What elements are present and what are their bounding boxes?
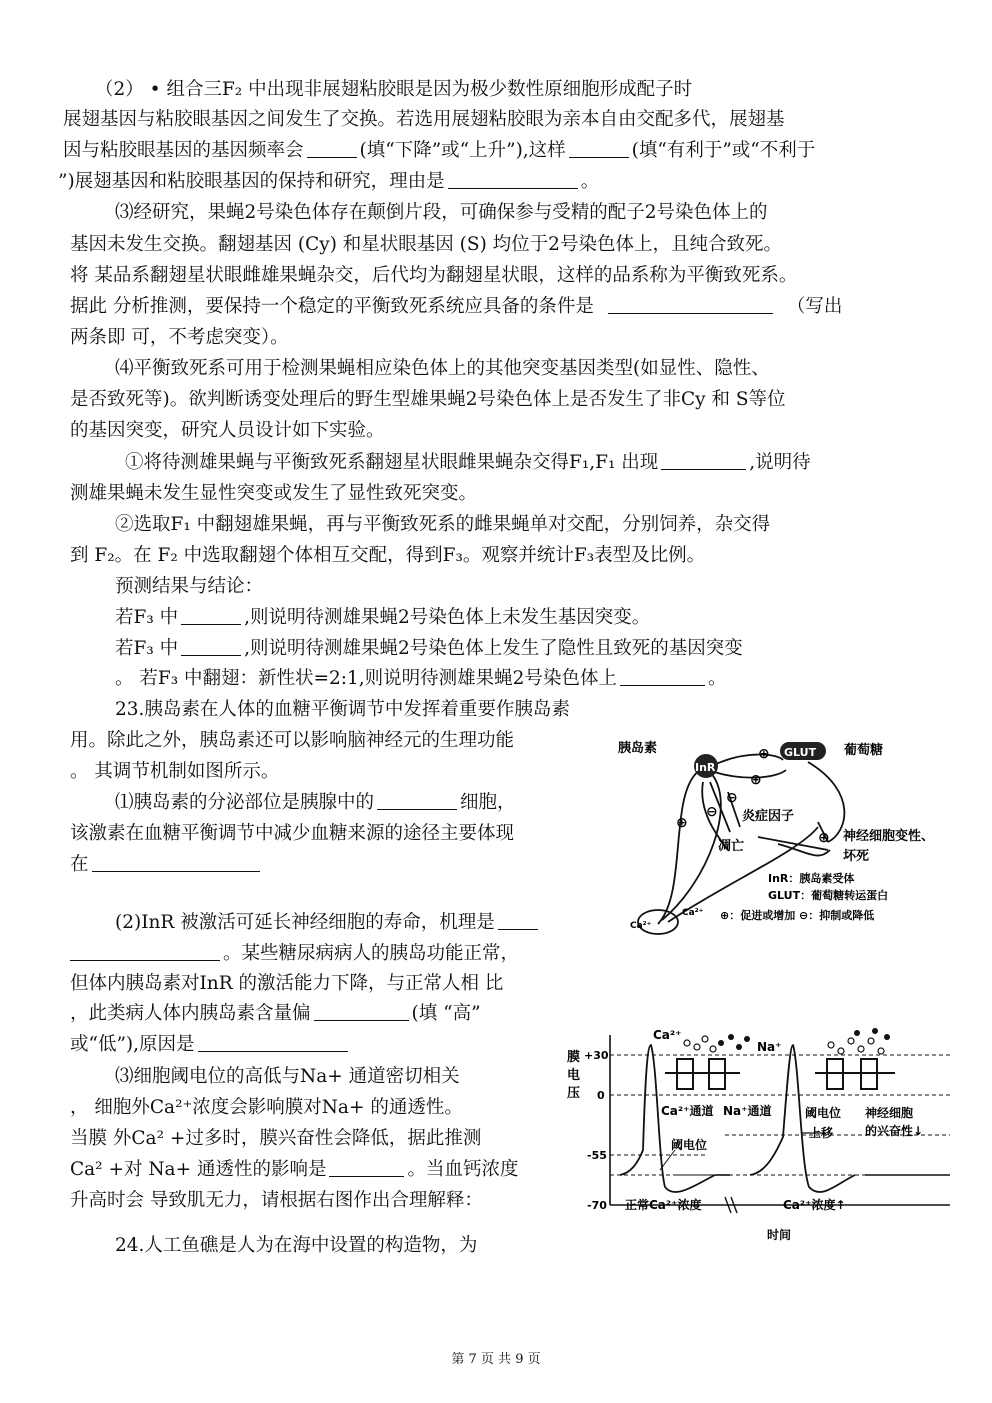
answer-blank[interactable] — [314, 1002, 409, 1021]
label-ca-channel: Ca²⁺通道 — [661, 1104, 714, 1118]
answer-blank[interactable] — [307, 139, 357, 158]
ion-ca — [858, 1046, 864, 1052]
text-line: ⑶经研究，果蝇2号染色体存在颠倒片段，可确保参与受精的配子2号染色体上的 — [115, 202, 768, 223]
answer-blank[interactable] — [377, 791, 457, 810]
text-segment: （写出 — [786, 296, 843, 317]
x-axis-label: 时间 — [767, 1228, 792, 1242]
label-threshold-shift: 阈电位 — [805, 1106, 842, 1120]
text-segment: ,说明待 — [749, 452, 811, 473]
y-tick: +30 — [584, 1049, 609, 1062]
answer-blank[interactable] — [569, 139, 629, 158]
text-line — [70, 1156, 518, 1184]
label-inr: InR — [695, 761, 716, 774]
ion-na — [854, 1030, 860, 1036]
membrane-potential-graph — [565, 1025, 965, 1247]
text-line — [70, 1031, 351, 1059]
ion-na — [744, 1036, 750, 1042]
insulin-mechanism-diagram — [618, 732, 958, 947]
text-segment: (填“有利于”或“不利于 — [631, 140, 816, 161]
text-segment: ”)展翅基因和粘胶眼基因的保持和研究，理由是 — [58, 171, 445, 192]
text-line — [70, 293, 842, 321]
text-segment: 。 — [707, 668, 727, 689]
text-line: （2） • 组合三F₂ 中出现非展翅粘胶眼是因为极少数性原细胞形成配子时 — [95, 79, 693, 100]
channel-ca — [665, 1059, 895, 1089]
y-tick: 0 — [597, 1089, 605, 1102]
text-line: 当膜 外Ca² +过多时，膜兴奋性会降低，据此推测 — [70, 1128, 482, 1149]
y-axis-label: 电 — [567, 1068, 581, 1083]
answer-blank[interactable] — [92, 853, 260, 872]
answer-blank[interactable] — [329, 1158, 404, 1177]
label-ca: Ca²⁺ — [682, 908, 704, 918]
text-line — [115, 665, 726, 693]
answer-blank[interactable] — [608, 295, 773, 314]
y-axis-label: 膜 — [567, 1050, 581, 1065]
text-line: 。 其调节机制如图所示。 — [70, 761, 280, 782]
text-line: ⑷平衡致死系可用于检测果蝇相应染色体上的其他突变基因类型(如显性、隐性、 — [115, 358, 770, 379]
text-segment: 若F₃ 中 — [115, 638, 179, 659]
plus-sign: ⊕ — [818, 830, 830, 846]
text-segment: ,则说明待测雄果蝇2号染色体上未发生基因突变。 — [244, 607, 651, 628]
text-segment: 或“低”),原因是 — [70, 1034, 195, 1055]
ion-ca — [868, 1038, 874, 1044]
label-shift-up: 上移 — [809, 1126, 834, 1140]
ion-ca — [848, 1038, 854, 1044]
y-axis-label: 压 — [567, 1086, 581, 1101]
legend-glut: GLUT：葡萄糖转运蛋白 — [768, 889, 889, 902]
answer-blank[interactable] — [198, 1033, 348, 1052]
text-segment: ，此类病人体内胰岛素含量偏 — [70, 1003, 311, 1024]
text-line: 将 某品系翻翅星状眼雌雄果蝇杂交，后代均为翻翅星状眼，这样的品系称为平衡致死系。 — [70, 265, 798, 286]
answer-blank[interactable] — [661, 451, 746, 470]
label-ca: Ca²⁺ — [630, 921, 652, 931]
text-segment: 因与粘胶眼基因的基因频率会 — [63, 140, 304, 161]
plus-sign: ⊕ — [750, 772, 762, 788]
text-line: ， 细胞外Ca²⁺浓度会影响膜对Na+ 的通透性。 — [70, 1097, 463, 1118]
text-line: 到 F₂。在 F₂ 中选取翻翅个体相互交配，得到F₃。观察并统计F₃表型及比例。 — [70, 545, 706, 566]
text-segment: ,则说明待测雄果蝇2号染色体上发生了隐性且致死的基因突变 — [244, 638, 743, 659]
answer-blank[interactable] — [70, 942, 220, 961]
text-line: 两条即 可，不考虑突变）。 — [70, 327, 289, 348]
ion-na — [728, 1034, 734, 1040]
ion-na — [718, 1040, 724, 1046]
y-tick: -55 — [587, 1149, 607, 1162]
legend-symbols: ⊕：促进或增加 ⊖：抑制或降低 — [720, 909, 875, 922]
label-glucose: 葡萄糖 — [844, 743, 884, 758]
text-line: 基因未发生交换。翻翅基因 (Cy) 和星状眼基因 (S) 均位于2号染色体上，且纯合致死。 — [70, 234, 782, 255]
text-line — [58, 168, 599, 196]
text-segment: 在 — [70, 854, 89, 875]
answer-blank[interactable] — [498, 911, 538, 930]
label-degeneration: 神经细胞变性、 — [843, 829, 935, 844]
label-ca-increase: Ca²⁺浓度↑ — [783, 1198, 846, 1212]
text-line: 的基因突变，研究人员设计如下实验。 — [70, 420, 385, 441]
text-segment: (填 “高” — [411, 1003, 481, 1024]
text-segment: (2)InR 被激活可延长神经细胞的寿命，机理是 — [115, 912, 495, 933]
minus-sign: ⊖ — [706, 804, 718, 820]
text-segment: 细胞， — [460, 792, 516, 813]
ion-ca — [710, 1046, 716, 1052]
label-inflammatory-factor: 炎症因子 — [742, 809, 795, 824]
label-excitability-down: 的兴奋性↓ — [865, 1124, 924, 1138]
label-insulin: 胰岛素 — [618, 741, 658, 756]
answer-blank[interactable] — [181, 606, 241, 625]
text-segment: ⑴胰岛素的分泌部位是胰腺中的 — [115, 792, 375, 813]
text-segment: (填“下降”或“上升”),这样 — [359, 140, 566, 161]
answer-blank[interactable] — [620, 667, 705, 686]
text-line — [115, 604, 650, 632]
text-line: 用。除此之外，胰岛素还可以影响脑神经元的生理功能 — [70, 730, 515, 751]
text-line: ②选取F₁ 中翻翅雄果蝇，再与平衡致死系的雌果蝇单对交配，分别饲养，杂交得 — [115, 514, 771, 535]
text-segment: 。 — [580, 171, 600, 192]
plus-sign: ⊕ — [676, 815, 688, 831]
label-excitability: 神经细胞 — [865, 1106, 914, 1120]
text-line: 该激素在血糖平衡调节中减少血糖来源的途径主要体现 — [70, 823, 515, 844]
text-line: 测雄果蝇未发生显性突变或发生了显性致死突变。 — [70, 483, 478, 504]
text-line: 是否致死等)。欲判断诱变处理后的野生型雄果蝇2号染色体上是否发生了非Cy 和 S等位 — [70, 389, 786, 410]
label-threshold: 阈电位 — [671, 1138, 708, 1152]
minus-sign: ⊖ — [726, 790, 738, 806]
ion-ca — [702, 1036, 708, 1042]
ion-na — [736, 1044, 742, 1050]
legend-inr: InR：胰岛素受体 — [768, 872, 855, 885]
text-line: 预测结果与结论： — [115, 576, 264, 597]
ion-na — [872, 1028, 878, 1034]
text-line — [115, 909, 541, 937]
text-line: ⑶细胞阈电位的高低与Na+ 通道密切相关 — [115, 1066, 460, 1087]
text-segment: 。某些糖尿病病人的胰岛功能正常， — [223, 943, 520, 964]
ion-ca — [838, 1048, 844, 1054]
ion-ca — [828, 1042, 834, 1048]
ion-ca — [694, 1044, 700, 1050]
text-line — [125, 449, 811, 477]
ion-na — [884, 1034, 890, 1040]
text-segment: 若F₃ 中 — [115, 607, 179, 628]
plus-sign: ⊕ — [758, 746, 770, 762]
text-line — [70, 1000, 481, 1028]
y-tick: -70 — [587, 1199, 607, 1212]
potential-curve-normal — [620, 1045, 715, 1192]
arrow — [658, 770, 700, 924]
question-23: 23.胰岛素在人体的血糖平衡调节中发挥着重要作胰岛素 — [115, 699, 570, 720]
answer-blank[interactable] — [448, 170, 578, 189]
text-line: 展翅基因与粘胶眼基因之间发生了交换。若选用展翅粘胶眼为亲本自由交配多代，展翅基 — [63, 109, 785, 130]
text-line — [70, 940, 519, 968]
text-segment: 。 若F₃ 中翻翅：新性状=2:1,则说明待测雄果蝇2号染色体上 — [115, 668, 617, 689]
label-na-channel: Na⁺通道 — [723, 1104, 772, 1118]
ion-ca — [878, 1048, 884, 1054]
label-glut: GLUT — [784, 746, 817, 759]
text-line: 升高时会 导致肌无力，请根据右图作出合理解释： — [70, 1190, 483, 1211]
label-ca-ion: Ca²⁺ — [653, 1028, 682, 1042]
text-segment: ①将待测雄果蝇与平衡致死系翻翅星状眼雌果蝇杂交得F₁,F₁ 出现 — [125, 452, 659, 473]
text-segment: 据此 分析推测，要保持一个稳定的平衡致死系统应具备的条件是 — [70, 296, 594, 317]
label-apoptosis: 凋亡 — [718, 839, 745, 854]
answer-blank[interactable] — [181, 637, 241, 656]
question-24: 24.人工鱼礁是人为在海中设置的构造物，为 — [115, 1235, 478, 1256]
page-footer: 第 7 页 共 9 页 — [451, 1352, 541, 1367]
text-line — [70, 851, 263, 879]
label-na-ion: Na⁺ — [757, 1040, 782, 1054]
text-segment: 。当血钙浓度 — [407, 1159, 519, 1180]
ion-ca — [684, 1040, 690, 1046]
label-necrosis: 坏死 — [843, 849, 870, 864]
text-line — [115, 789, 516, 817]
text-segment: Ca² +对 Na+ 通透性的影响是 — [70, 1159, 327, 1180]
text-line — [63, 137, 815, 165]
arrow — [716, 755, 783, 765]
text-line — [115, 635, 743, 663]
text-line: 但体内胰岛素对InR 的激活能力下降，与正常人相 比 — [70, 973, 504, 994]
label-normal-ca: 正常Ca²⁺浓度 — [625, 1198, 702, 1212]
